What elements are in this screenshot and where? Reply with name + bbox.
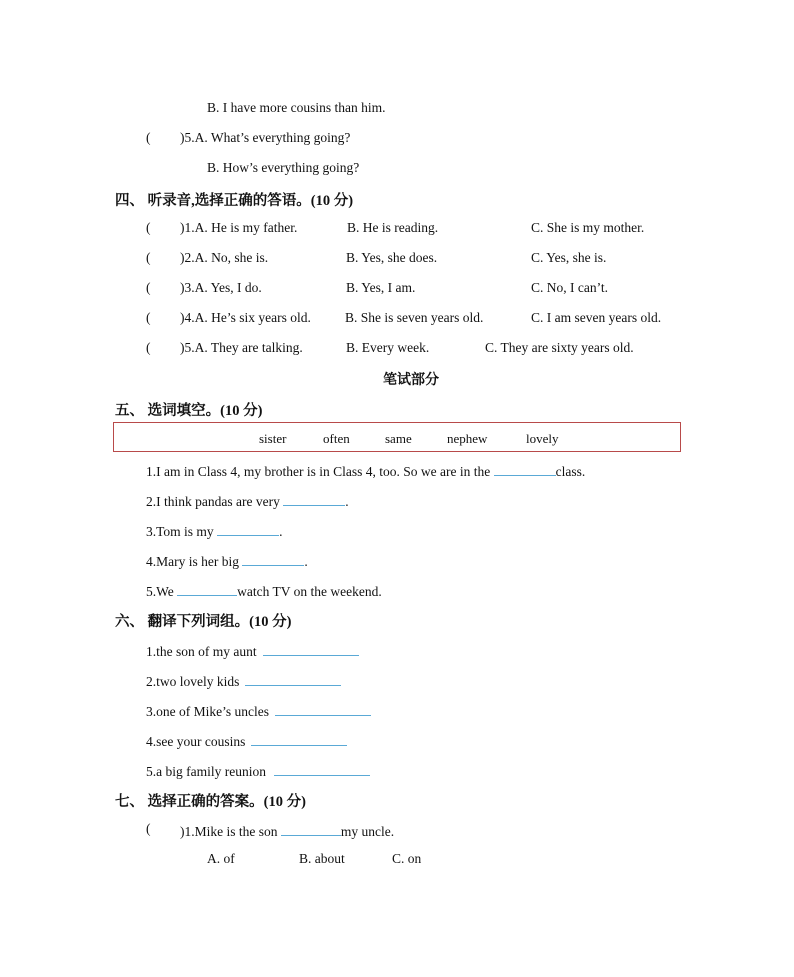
s7-q1-blank[interactable]: [281, 821, 341, 836]
s5-item-4-after: .: [304, 554, 308, 569]
word-bank-item: same: [385, 431, 412, 446]
s5-item-5: [146, 581, 382, 600]
s5-item-4-before: 4.Mary is her big: [146, 554, 243, 569]
s4-q2-option-a: )2.A. No, she is.: [180, 250, 269, 265]
s5-item-5-before: 5.We: [146, 584, 178, 599]
s6-item-3: [146, 701, 371, 720]
s6-item-1: [146, 641, 359, 660]
s6-item-5: [146, 761, 370, 780]
s4-q4-option-b: B. She is seven years old.: [345, 310, 484, 325]
s7-q1: [180, 821, 394, 840]
s3-q5-option-b: B. How’s everything going?: [207, 160, 360, 175]
s6-item-3-blank[interactable]: [275, 701, 371, 716]
word-bank-item: often: [323, 431, 350, 446]
s4-q2-option-b: B. Yes, she does.: [346, 250, 438, 265]
s4-q5-paren: (: [146, 340, 151, 355]
s5-item-2-after: .: [345, 494, 349, 509]
s5-item-3-before: 3.Tom is my: [146, 524, 218, 539]
s5-item-1: [146, 461, 585, 480]
s4-q4-option-a: )4.A. He’s six years old.: [180, 310, 311, 325]
s6-item-5-text: 5.a big family reunion: [146, 764, 266, 779]
s5-item-3-after: .: [279, 524, 283, 539]
s5-item-1-before: 1.I am in Class 4, my brother is in Class 4, too. So we are in the: [146, 464, 494, 479]
s4-q3-paren: (: [146, 280, 151, 295]
s6-item-2-text: 2.two lovely kids: [146, 674, 240, 689]
s6-item-2-blank[interactable]: [245, 671, 341, 686]
s6-item-1-text: 1.the son of my aunt: [146, 644, 257, 659]
s4-q5-option-a: )5.A. They are talking.: [180, 340, 303, 355]
s4-q1-option-c: C. She is my mother.: [531, 220, 645, 235]
s4-q4-paren: (: [146, 310, 151, 325]
s4-q3-option-b: B. Yes, I am.: [346, 280, 416, 295]
s4-q5-option-b: B. Every week.: [346, 340, 430, 355]
s7-q1-before: )1.Mike is the son: [180, 824, 281, 839]
word-bank-item: nephew: [447, 431, 488, 446]
s6-item-1-blank[interactable]: [263, 641, 359, 656]
s5-item-3: [146, 521, 282, 540]
s7-q1-paren: (: [146, 821, 151, 836]
word-bank-item: sister: [259, 431, 287, 446]
s4-q2-option-c: C. Yes, she is.: [531, 250, 607, 265]
s4-q4-option-c: C. I am seven years old.: [531, 310, 662, 325]
section5-heading: 五、 选词填空。(10 分): [115, 403, 263, 419]
s5-item-2: [146, 491, 349, 510]
s7-q1-option-c: C. on: [392, 851, 422, 866]
s7-q1-after: my uncle.: [340, 824, 395, 839]
s5-item-5-after: watch TV on the weekend.: [237, 584, 382, 599]
s3-q4-option-b: B. I have more cousins than him.: [207, 100, 386, 115]
s4-q3-option-c: C. No, I can’t.: [531, 280, 608, 295]
s5-item-4: [146, 551, 308, 570]
s6-item-4-text: 4.see your cousins: [146, 734, 246, 749]
s6-item-2: [146, 671, 341, 690]
s4-q1-option-b: B. He is reading.: [347, 220, 439, 235]
written-part-title: 笔试部分: [383, 373, 439, 388]
s5-item-2-blank[interactable]: [283, 491, 345, 506]
s4-q2-paren: (: [146, 250, 151, 265]
s5-item-3-blank[interactable]: [217, 521, 279, 536]
s4-q1-option-a: )1.A. He is my father.: [180, 220, 298, 235]
s3-q5-paren: (: [146, 130, 151, 145]
s4-q1-paren: (: [146, 220, 151, 235]
s6-item-4: [146, 731, 347, 750]
s7-q1-option-b: B. about: [299, 851, 345, 866]
s6-item-4-blank[interactable]: [251, 731, 347, 746]
s5-item-2-before: 2.I think pandas are very: [146, 494, 284, 509]
section6-heading: 六、 翻译下列词组。(10 分): [115, 614, 292, 630]
s5-item-4-blank[interactable]: [242, 551, 304, 566]
s7-q1-option-a: A. of: [207, 851, 235, 866]
s5-item-5-blank[interactable]: [177, 581, 237, 596]
word-bank-box: [113, 422, 681, 452]
s6-item-3-text: 3.one of Mike’s uncles: [146, 704, 269, 719]
s6-item-5-blank[interactable]: [274, 761, 370, 776]
s5-item-1-after: class.: [555, 464, 586, 479]
s4-q3-option-a: )3.A. Yes, I do.: [180, 280, 262, 295]
s4-q5-option-c: C. They are sixty years old.: [485, 340, 634, 355]
section7-heading: 七、 选择正确的答案。(10 分): [115, 794, 306, 810]
section4-heading: 四、 听录音,选择正确的答语。(10 分): [115, 193, 354, 209]
s3-q5-option-a: )5.A. What’s everything going?: [180, 130, 351, 145]
s5-item-1-blank[interactable]: [494, 461, 556, 476]
word-bank-item: lovely: [526, 431, 559, 446]
